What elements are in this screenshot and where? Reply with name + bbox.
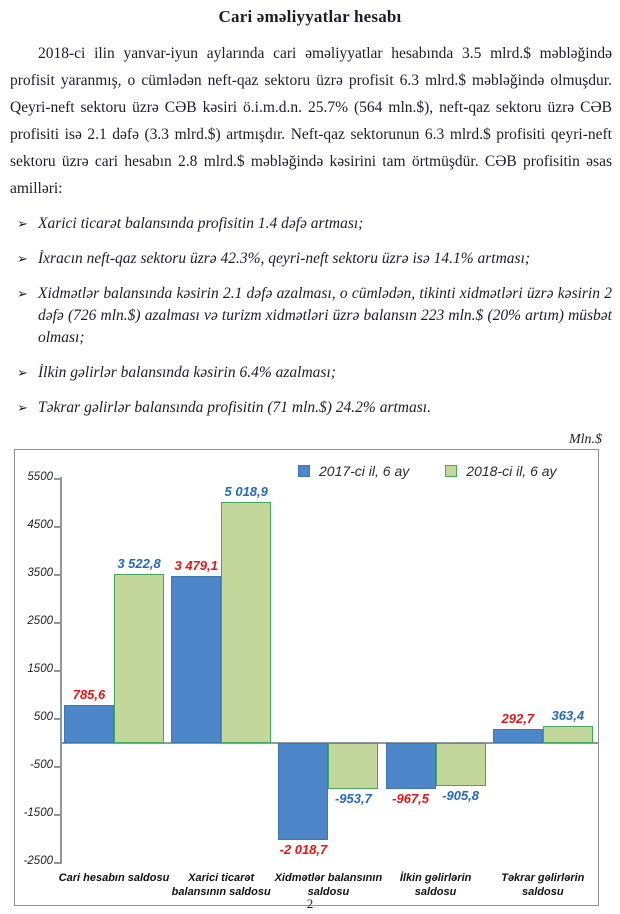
bullet-text: İxracın neft-qaz sektoru üzrə 42.3%, qeyri-neft sektoru üzrə isə 14.1% artması; — [38, 250, 531, 267]
bar-2018 — [543, 726, 593, 743]
bar-2017 — [64, 705, 114, 743]
legend-label-2017: 2017-ci il, 6 ay — [319, 463, 410, 479]
chart-units-label: Mln.$ — [568, 432, 602, 447]
bar-value-label: -967,5 — [392, 791, 430, 807]
category-label: Xidmətlər balansının saldosu — [274, 872, 383, 898]
bar-value-label: 785,6 — [72, 687, 106, 703]
bar-value-label: -2 018,7 — [279, 841, 328, 857]
legend-swatch-2017-icon — [298, 465, 310, 477]
legend-item-2018 — [445, 463, 556, 479]
bullet-item — [10, 248, 612, 270]
bar-2017 — [386, 743, 436, 789]
legend-swatch-2018-icon — [445, 465, 457, 477]
y-tick-mark — [54, 526, 60, 528]
bar-2018 — [221, 502, 271, 743]
bar-value-label: 292,7 — [501, 710, 535, 726]
intro-paragraph: 2018-ci ilin yanvar-iyun aylarında cari əməliyyatlar hesabında 3.5 mlrd.$ məbləğində profisit yaranmış, o cümlədən neft-qaz sektoru üzrə profisit 6.3 mlrd.$ məbləğində olmuşdur. Qeyri-neft sektoru üzrə CƏB kəsiri ö.i.m.d.n. 25.7% (564 mln.$), neft-qaz sektoru üzrə CƏB profisiti isə 2.1 dəfə (3.3 mlrd.$) artmışdır. Neft-qaz sektorunun 6.3 mlrd.$ profisiti qeyri-neft sektoru üzrə cari hesabın 2.8 mlrd.$ məbləğində kəsirini tam örtmüşdür. CƏB profisitin əsas amilləri: — [10, 45, 612, 197]
category-label: Cari hesabın saldosu — [58, 872, 170, 884]
y-tick-label: 4500 — [27, 519, 53, 531]
y-tick-mark — [54, 766, 60, 768]
bullet-text: Xarici ticarət balansında profisitin 1.4 dəfə artması; — [38, 215, 364, 232]
bullet-item — [10, 213, 612, 235]
chart-legend — [298, 463, 557, 479]
bullet-item — [10, 397, 612, 419]
bullet-item — [10, 283, 612, 349]
bullet-item — [10, 362, 612, 384]
y-tick-mark — [54, 814, 60, 816]
y-tick-mark — [54, 670, 60, 672]
bar-value-label: 5 018,9 — [224, 484, 268, 500]
y-tick-label: -500 — [29, 759, 53, 771]
y-tick-label: 3500 — [27, 567, 53, 579]
bar-2017 — [493, 729, 543, 743]
bullet-arrow-icon: ➢ — [17, 286, 28, 301]
bullet-text: İlkin gəlirlər balansında kəsirin 6.4% azalması; — [38, 364, 336, 381]
y-tick-mark — [54, 718, 60, 720]
bullet-arrow-icon: ➢ — [17, 251, 28, 266]
bullet-arrow-icon: ➢ — [17, 400, 28, 415]
bar-2017 — [278, 743, 328, 840]
page-number: 2 — [306, 896, 314, 911]
bar-2017 — [171, 576, 221, 743]
y-tick-mark — [54, 862, 60, 864]
page-title: Cari əməliyyatlar hesabı — [218, 7, 402, 26]
y-tick-label: -1500 — [23, 807, 53, 819]
y-tick-label: 2500 — [27, 615, 53, 627]
bullet-arrow-icon: ➢ — [17, 365, 28, 380]
bullet-list — [10, 213, 612, 419]
bar-value-label: -905,8 — [442, 788, 480, 804]
bullet-arrow-icon: ➢ — [17, 216, 28, 231]
bullet-text: Təkrar gəlirlər balansında profisitin (71 mln.$) 24.2% artması. — [38, 399, 431, 416]
bar-2018 — [114, 574, 164, 743]
category-label: Xarici ticarət balansının saldosu — [171, 872, 271, 898]
bar-value-label: -953,7 — [334, 790, 372, 806]
y-tick-label: 500 — [33, 711, 53, 723]
legend-label-2018: 2018-ci il, 6 ay — [466, 463, 557, 479]
bar-value-label: 3 479,1 — [174, 558, 218, 573]
legend-item-2017 — [298, 463, 409, 479]
category-label: İlkin gəlirlərin saldosu — [399, 872, 472, 898]
bullet-text: Xidmətlər balansında kəsirin 2.1 dəfə azalması, o cümlədən, tikinti xidmətləri üzrə kəsirin 2 dəfə (726 mln.$) azalması və turizm xidmətləri üzrə balansın 223 mln.$ (20% artım) müsbət olması; — [38, 285, 612, 346]
y-tick-mark — [54, 574, 60, 576]
y-tick-label: -2500 — [23, 855, 53, 867]
bar-2018 — [436, 743, 486, 786]
y-tick-label: 1500 — [27, 663, 53, 675]
y-tick-mark — [54, 478, 60, 480]
bar-value-label: 363,4 — [551, 707, 585, 723]
bar-chart — [14, 449, 599, 906]
bar-value-label: 3 522,8 — [117, 555, 161, 571]
y-axis-line — [60, 477, 62, 864]
bar-2018 — [328, 743, 378, 789]
y-tick-mark — [54, 622, 60, 624]
category-label: Təkrar gəlirlərin saldosu — [501, 872, 585, 898]
y-tick-label: 5500 — [27, 471, 53, 483]
